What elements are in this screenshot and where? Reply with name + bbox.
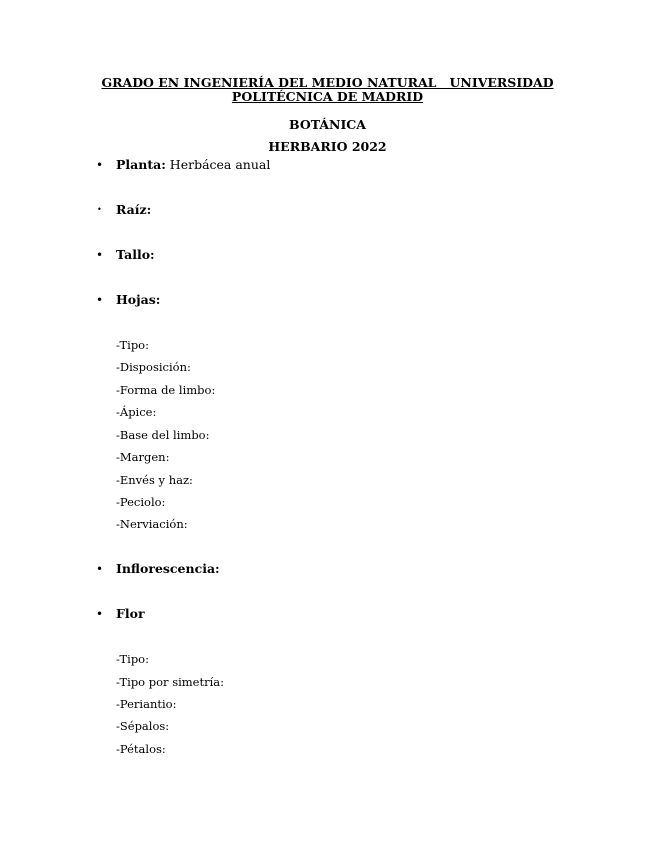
flor-field-periantio: -Periantio: <box>116 697 177 711</box>
hojas-field-nerviacion: -Nerviación: <box>116 517 188 531</box>
hojas-field-base-limbo: -Base del limbo: <box>116 428 210 442</box>
document-header <box>0 76 655 154</box>
flor-label: Flor <box>116 606 145 621</box>
inflorescencia-label: Inflorescencia: <box>116 561 220 576</box>
hojas-field-margen: -Margen: <box>116 450 170 464</box>
bullet-dot-icon: • <box>97 205 102 214</box>
hojas-label: Hojas: <box>116 292 161 307</box>
hojas-field-enves-haz: -Envés y haz: <box>116 473 193 487</box>
title-line-1: GRADO EN INGENIERÍA DEL MEDIO NATURAL UNIVERSIDAD <box>101 75 554 90</box>
bullet-dot-icon: • <box>96 562 104 576</box>
subject-heading: BOTÁNICA <box>289 117 366 132</box>
hojas-field-forma-limbo: -Forma de limbo: <box>116 383 216 397</box>
hojas-field-apice: -Ápice: <box>116 405 157 419</box>
bullet-dot-icon: • <box>96 248 104 262</box>
tallo-label: Tallo: <box>116 247 155 262</box>
page-title <box>93 76 563 104</box>
flor-field-tipo: -Tipo: <box>116 652 149 666</box>
hojas-field-disposicion: -Disposición: <box>116 360 191 374</box>
bullet-flor <box>96 606 145 622</box>
bullet-planta <box>96 157 270 173</box>
title-line-2: POLITÉCNICA DE MADRID <box>231 89 424 104</box>
planta-value: Herbácea anual <box>165 157 271 172</box>
bullet-dot-icon: • <box>96 293 104 307</box>
raiz-label: Raíz: <box>116 202 152 217</box>
hojas-field-peciolo: -Peciolo: <box>116 495 166 509</box>
herbario-heading: HERBARIO 2022 <box>268 139 387 154</box>
planta-label: Planta: <box>116 157 166 172</box>
flor-field-sepalos: -Sépalos: <box>116 719 170 733</box>
flor-field-simetria: -Tipo por simetría: <box>116 675 225 689</box>
hojas-field-tipo: -Tipo: <box>116 338 149 352</box>
bullet-dot-icon: • <box>96 158 104 172</box>
bullet-inflorescencia <box>96 561 220 577</box>
bullet-tallo <box>96 247 155 263</box>
bullet-raiz <box>96 202 151 218</box>
bullet-dot-icon: • <box>96 607 104 621</box>
bullet-hojas <box>96 292 160 308</box>
flor-field-petalos: -Pétalos: <box>116 742 166 756</box>
